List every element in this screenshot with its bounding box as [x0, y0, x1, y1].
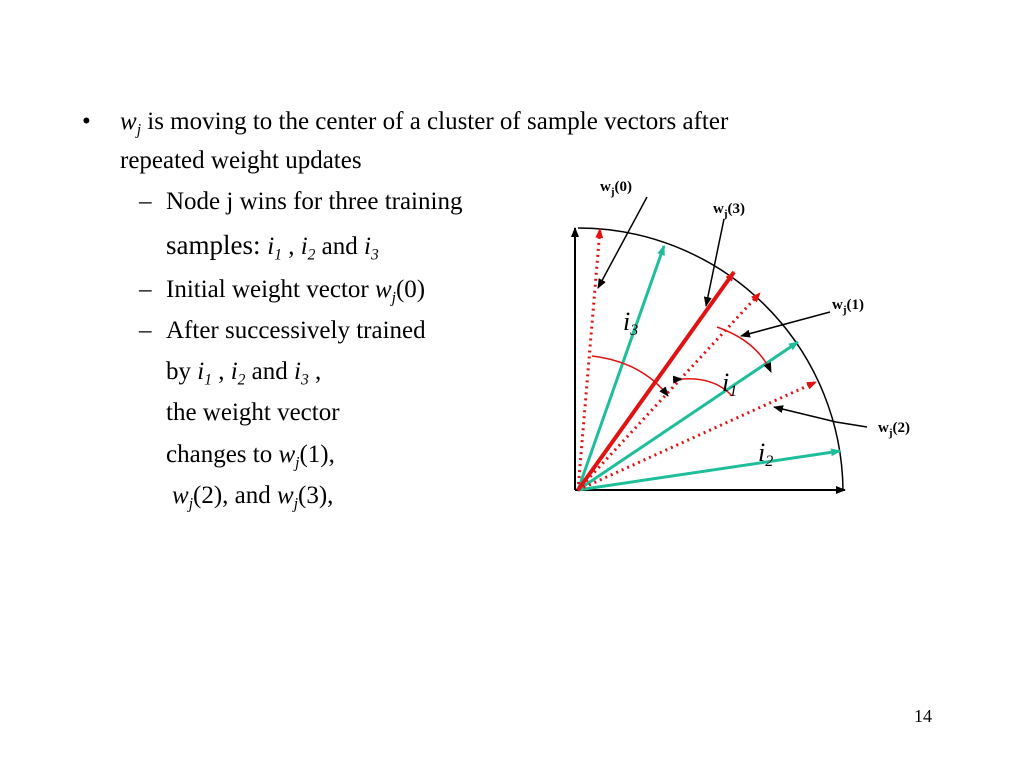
- sample-vector-i2: [578, 451, 840, 490]
- dash-2: –: [139, 276, 152, 303]
- callout-wj1: [741, 312, 830, 336]
- sample-vector-i3: [578, 246, 664, 490]
- label-wj3: $w_j(3)$: [713, 201, 746, 220]
- item3-line-5: $w_j(2)$, and $w_j(3)$,: [172, 482, 334, 513]
- unit-circle-arc: [578, 228, 843, 490]
- bullet-symbol: •: [82, 108, 91, 135]
- weight-vector-wj3: [578, 272, 734, 490]
- label-i1: i1: [722, 368, 738, 400]
- arc-wj0-to-wj1: [592, 356, 668, 396]
- dash-3: –: [139, 317, 152, 344]
- label-i2: i2: [758, 438, 774, 470]
- wj-symbol: $w_j$: [120, 108, 141, 139]
- callout-wj2: [774, 407, 867, 427]
- callout-wj0: [598, 197, 647, 288]
- label-wj0: $w_j(0)$: [600, 179, 633, 198]
- bullet-text-1: is moving to the center of a cluster of sample vectors after: [141, 108, 729, 135]
- label-wj2: $w_j(2)$: [878, 420, 911, 439]
- item3-line-4: changes to $w_j(1)$,: [166, 441, 335, 472]
- label-wj1: $w_j(1)$: [832, 297, 865, 316]
- dash-1: –: [139, 188, 152, 215]
- weight-vector-wj0: [578, 229, 600, 490]
- bullet-line-2: repeated weight updates: [120, 147, 362, 174]
- page-number: 14: [914, 706, 932, 726]
- item1-line-2: samples: $i_1$ , $i_2$ and $i_3$: [166, 230, 379, 264]
- item1-line-1: Node j wins for three training: [166, 188, 463, 215]
- item3-line-2: by $i_1$ , $i_2$ and $i_3$ ,: [166, 358, 322, 389]
- item3-line-3: the weight vector: [166, 399, 340, 426]
- label-i3: i3: [623, 307, 639, 339]
- item3-line-1: After successively trained: [166, 317, 426, 344]
- item2-line: Initial weight vector $w_j(0)$: [166, 276, 426, 307]
